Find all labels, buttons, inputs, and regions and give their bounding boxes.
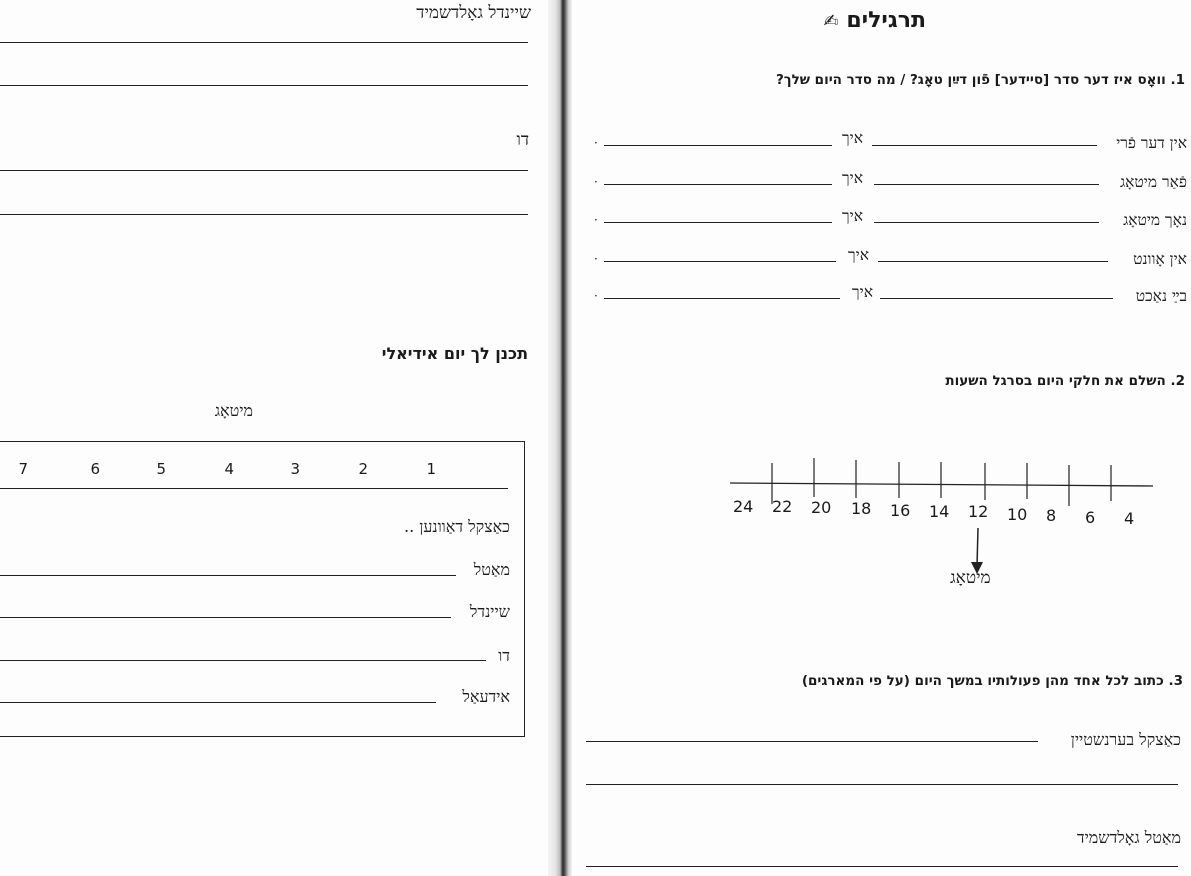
q1-answer-line[interactable] (604, 298, 840, 299)
q2-prompt: 2. השלם את חלקי היום בסרגל השעות (945, 373, 1185, 389)
q1-pronoun: איך (842, 207, 863, 225)
q1-prompt: 1. וואָס איז דער סדר [סיידער] פֿון דײַן טאָג? / מה סדר היום שלך? (775, 72, 1185, 88)
q1-answer-line[interactable] (604, 145, 832, 146)
q3-answer-line[interactable] (586, 784, 1178, 785)
tick-label: 10 (1007, 505, 1028, 524)
q1-answer-line[interactable] (604, 261, 836, 262)
row-label: דו (498, 646, 510, 665)
answer-line[interactable] (0, 170, 528, 171)
tick-label: 18 (851, 499, 872, 518)
left-name-du: דו (516, 130, 529, 150)
q1-pronoun: איך (852, 283, 873, 301)
schedule-box (0, 441, 525, 737)
hour-label: 3 (290, 460, 300, 478)
row-answer-line[interactable] (0, 660, 486, 661)
tick-label: 4 (1124, 509, 1135, 528)
exercises-title (824, 8, 926, 33)
exercises-title-text: תרגילים (846, 8, 926, 33)
tick-label: 16 (890, 501, 911, 520)
left-top-name: שיינדל גאָלדשמיד (416, 3, 531, 23)
row-label: כאַצקל דאַוונען .. (403, 517, 510, 536)
q1-pronoun: איך (842, 129, 863, 147)
tick-label: 14 (929, 502, 950, 521)
q1-row-label: אין דער פֿרי (1116, 134, 1187, 152)
row-answer-line[interactable] (0, 575, 456, 576)
q1-answer-line[interactable] (880, 298, 1113, 299)
tick-label: 8 (1046, 506, 1057, 525)
book-spine (548, 0, 572, 876)
q1-answer-line[interactable] (872, 145, 1097, 146)
hour-divider (0, 488, 508, 489)
hour-label: 7 (18, 460, 28, 478)
answer-line[interactable] (0, 42, 528, 43)
hour-label: 1 (426, 460, 436, 478)
q3-prompt: 3. כתוב לכל אחד מהן פעולותיו במשך היום (על פי המארגים) (801, 673, 1183, 689)
q1-answer-line[interactable] (878, 261, 1108, 262)
row-answer-line[interactable] (0, 702, 436, 703)
q1-pronoun: איך (848, 246, 869, 264)
tick-label: 6 (1085, 508, 1096, 527)
q1-row-label: נאָך מיטאָג (1123, 211, 1187, 229)
q3-name: כאַצקל בערנשטיין (1070, 730, 1181, 749)
row-label: מאַטל (473, 560, 510, 579)
q1-row-label: אין אָוונט (1133, 250, 1187, 268)
tick-label: 22 (772, 497, 793, 516)
row-label: שיינדל (469, 602, 510, 621)
q1-pronoun: איך (842, 169, 863, 187)
tick-label: 24 (733, 497, 754, 516)
q3-answer-line[interactable] (586, 866, 1178, 867)
q1-answer-line[interactable] (604, 222, 832, 223)
q1-answer-line[interactable] (874, 184, 1099, 185)
q1-row-label: בײַ נאַכט (1135, 287, 1187, 305)
answer-line[interactable] (0, 85, 528, 86)
hour-label: 4 (224, 460, 234, 478)
row-label: אידעאַל (462, 687, 510, 706)
hour-label: 2 (358, 460, 368, 478)
plan-title: תכנן לך יום אידיאלי (381, 344, 528, 363)
tick-label: 20 (811, 498, 832, 517)
tick-label: 12 (968, 502, 989, 521)
noon-label: מיטאָג (950, 568, 991, 588)
row-answer-line[interactable] (0, 617, 451, 618)
q1-answer-line[interactable] (874, 222, 1099, 223)
q1-row-label: פֿאַר מיטאָג (1120, 173, 1187, 191)
q3-name: מאַטל גאָלדשמיד (1076, 828, 1181, 847)
q1-answer-line[interactable] (604, 184, 832, 185)
answer-line[interactable] (0, 214, 528, 215)
q3-answer-line[interactable] (586, 741, 1038, 742)
box-caption: מיטאָג (214, 401, 253, 420)
hour-label: 6 (90, 460, 100, 478)
writing-hand-icon: ✍ (823, 11, 839, 32)
hour-label: 5 (156, 460, 166, 478)
